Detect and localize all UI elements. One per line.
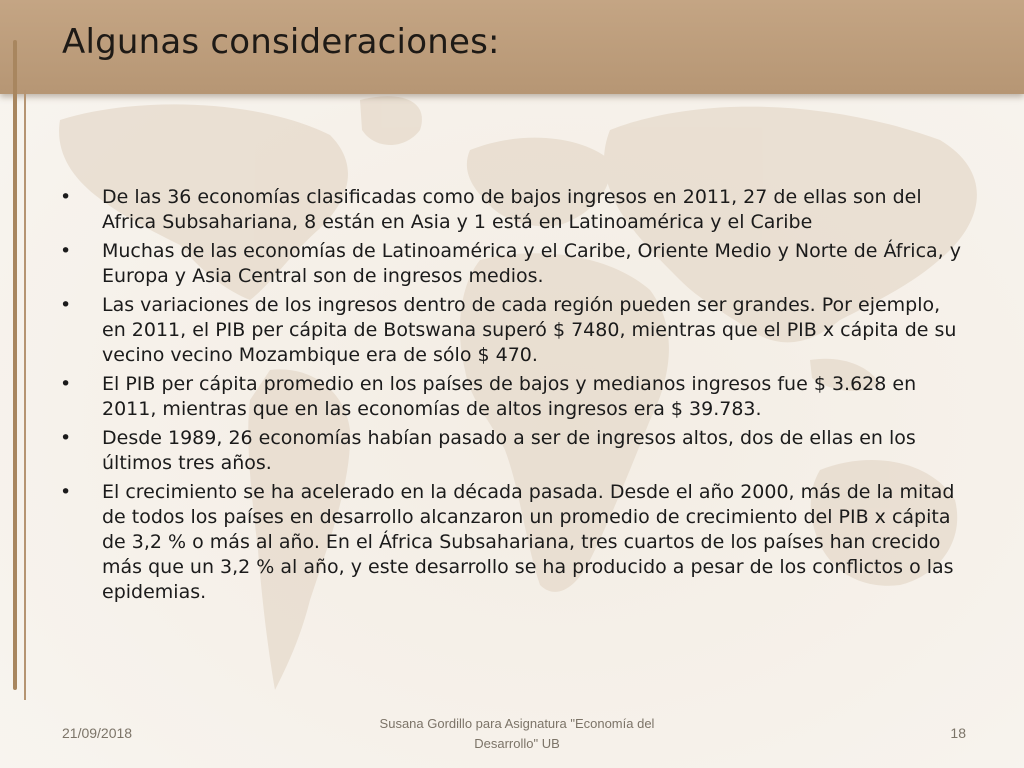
bullet-text: De las 36 economías clasificadas como de bajos ingresos en 2011, 27 de ellas son del Africa Subsahariana, 8 están en Asia y 1 está en Latinoamérica y el Caribe: [102, 186, 922, 233]
footer-page-number: 18: [950, 725, 966, 741]
bullet-icon: •: [60, 427, 72, 449]
bullet-item: [60, 426, 965, 476]
bullet-item: [60, 239, 965, 289]
bullet-item: [60, 185, 965, 235]
bullet-icon: •: [60, 240, 72, 262]
title-bar: [0, 0, 1024, 94]
bullet-item: [60, 480, 965, 605]
bullet-icon: •: [60, 294, 72, 316]
bullet-text: Las variaciones de los ingresos dentro de cada región pueden ser grandes. Por ejemplo, en 2011, el PIB per cápita de Botswana superó $ 7480, mientras que el PIB x cápita de su vecino vecino Mozambique era de sólo $ 470.: [102, 294, 957, 366]
bullet-icon: •: [60, 186, 72, 208]
bullet-text: El crecimiento se ha acelerado en la década pasada. Desde el año 2000, más de la mitad de todos los países en desarrollo alcanzaron un promedio de crecimiento del PIB x cápita de 3,2 % o más al año. En el África Subsahariana, tres cuartos de los países han crecido más que un 3,2 % al año, y este desarrollo se ha producido a pesar de los conflictos o las epidemias.: [102, 481, 955, 603]
bullet-text: Desde 1989, 26 economías habían pasado a ser de ingresos altos, dos de ellas en los últimos tres años.: [102, 427, 916, 474]
bullet-icon: •: [60, 373, 72, 395]
bullet-list: [60, 185, 965, 609]
slide-title: Algunas consideraciones:: [62, 22, 500, 62]
footer-date: 21/09/2018: [62, 725, 133, 741]
bullet-text: El PIB per cápita promedio en los países de bajos y medianos ingresos fue $ 3.628 en 2011, mientras que en las economías de altos ingresos era $ 39.783.: [102, 373, 917, 420]
bullet-item: [60, 372, 965, 422]
bullet-icon: •: [60, 481, 72, 503]
footer-author: Susana Gordillo para Asignatura "Economía del Desarrollo" UB: [379, 716, 655, 751]
bullet-text: Muchas de las economías de Latinoamérica y el Caribe, Oriente Medio y Norte de África, y Europa y Asia Central son de ingresos medios.: [102, 240, 961, 287]
accent-line-left: [13, 40, 17, 690]
bullet-item: [60, 293, 965, 368]
accent-line-inner: [24, 90, 26, 700]
